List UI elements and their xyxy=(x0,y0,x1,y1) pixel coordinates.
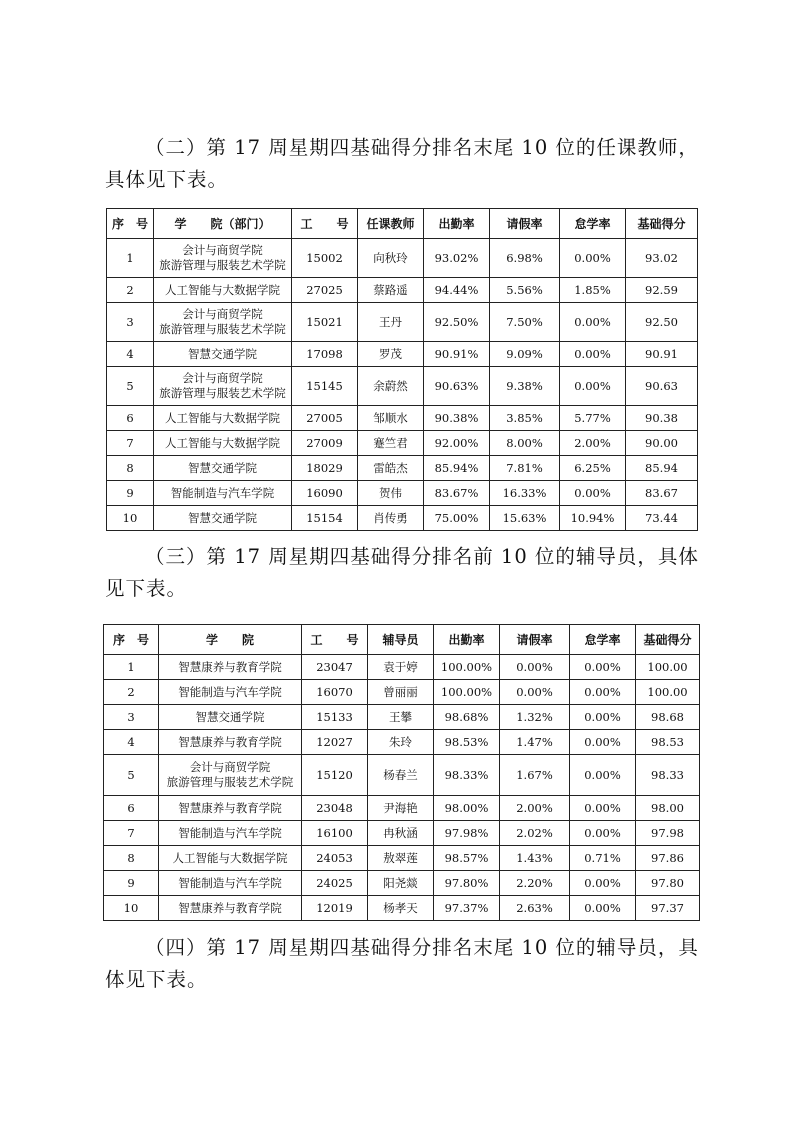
column-header: 辅导员 xyxy=(368,625,434,655)
table-row xyxy=(104,896,700,921)
table-row xyxy=(104,680,700,705)
row-number: 1 xyxy=(107,239,154,278)
table-row xyxy=(104,755,700,796)
department-line: 人工智能与大数据学院 xyxy=(165,435,280,450)
base-score-cell: 92.59 xyxy=(626,278,698,303)
base-score-cell: 97.37 xyxy=(636,896,700,921)
department-cell xyxy=(159,871,302,896)
department-cell xyxy=(159,896,302,921)
department-line: 人工智能与大数据学院 xyxy=(165,410,280,425)
staff-id-cell: 24025 xyxy=(302,871,368,896)
staff-id-cell: 15145 xyxy=(292,367,358,406)
leave-rate-cell: 9.09% xyxy=(490,342,560,367)
truancy-rate-cell: 0.00% xyxy=(570,680,636,705)
attendance-rate-cell: 98.53% xyxy=(434,730,500,755)
staff-id-cell: 23048 xyxy=(302,796,368,821)
department-line: 智慧交通学院 xyxy=(195,709,265,724)
counselors-top-table xyxy=(103,624,700,921)
section-heading-teachers-bottom: （二）第 17 周星期四基础得分排名末尾 10 位的任课教师，具体见下表。 xyxy=(105,136,699,191)
row-number: 8 xyxy=(107,456,154,481)
person-name-cell: 向秋玲 xyxy=(358,239,424,278)
base-score-cell: 100.00 xyxy=(636,655,700,680)
row-number: 10 xyxy=(107,506,154,531)
person-name-cell: 冉秋涵 xyxy=(368,821,434,846)
department-line: 人工智能与大数据学院 xyxy=(165,282,280,297)
department-line: 旅游管理与服装艺术学院 xyxy=(166,775,294,789)
department-cell xyxy=(154,303,292,342)
column-header: 序 号 xyxy=(107,209,154,239)
attendance-rate-cell: 98.57% xyxy=(434,846,500,871)
column-header: 序 号 xyxy=(104,625,159,655)
column-header: 怠学率 xyxy=(560,209,626,239)
department-cell xyxy=(154,367,292,406)
department-cell xyxy=(154,406,292,431)
table-row xyxy=(107,456,698,481)
person-name-cell: 袁于婷 xyxy=(368,655,434,680)
department-cell xyxy=(159,655,302,680)
department-line: 旅游管理与服装艺术学院 xyxy=(159,322,286,336)
department-cell xyxy=(154,431,292,456)
leave-rate-cell: 3.85% xyxy=(490,406,560,431)
department-line: 智慧康养与教育学院 xyxy=(178,900,282,915)
person-name-cell: 杨孝天 xyxy=(368,896,434,921)
department-cell xyxy=(154,481,292,506)
department-line: 智慧交通学院 xyxy=(188,346,257,361)
table-row xyxy=(107,506,698,531)
truancy-rate-cell: 0.00% xyxy=(570,796,636,821)
leave-rate-cell: 7.50% xyxy=(490,303,560,342)
person-name-cell: 蔡路遥 xyxy=(358,278,424,303)
leave-rate-cell: 6.98% xyxy=(490,239,560,278)
leave-rate-cell: 2.63% xyxy=(500,896,570,921)
department-cell xyxy=(159,755,302,796)
person-name-cell: 雷皓杰 xyxy=(358,456,424,481)
department-line: 会计与商贸学院 xyxy=(182,243,263,257)
column-header: 任课教师 xyxy=(358,209,424,239)
truancy-rate-cell: 0.00% xyxy=(570,871,636,896)
attendance-rate-cell: 97.80% xyxy=(434,871,500,896)
table-row xyxy=(107,303,698,342)
row-number: 7 xyxy=(107,431,154,456)
truancy-rate-cell: 0.71% xyxy=(570,846,636,871)
base-score-cell: 98.53 xyxy=(636,730,700,755)
truancy-rate-cell: 2.00% xyxy=(560,431,626,456)
leave-rate-cell: 16.33% xyxy=(490,481,560,506)
base-score-cell: 83.67 xyxy=(626,481,698,506)
department-line: 智能制造与汽车学院 xyxy=(178,684,282,699)
department-line: 智慧康养与教育学院 xyxy=(178,800,282,815)
staff-id-cell: 15133 xyxy=(302,705,368,730)
truancy-rate-cell: 0.00% xyxy=(570,705,636,730)
staff-id-cell: 16090 xyxy=(292,481,358,506)
table-row xyxy=(107,367,698,406)
base-score-cell: 90.91 xyxy=(626,342,698,367)
truancy-rate-cell: 6.25% xyxy=(560,456,626,481)
row-number: 1 xyxy=(104,655,159,680)
column-header: 基础得分 xyxy=(636,625,700,655)
department-cell xyxy=(154,278,292,303)
leave-rate-cell: 0.00% xyxy=(500,655,570,680)
person-name-cell: 尹海艳 xyxy=(368,796,434,821)
attendance-rate-cell: 75.00% xyxy=(424,506,490,531)
staff-id-cell: 24053 xyxy=(302,846,368,871)
staff-id-cell: 15002 xyxy=(292,239,358,278)
base-score-cell: 100.00 xyxy=(636,680,700,705)
leave-rate-cell: 1.32% xyxy=(500,705,570,730)
truancy-rate-cell: 5.77% xyxy=(560,406,626,431)
column-header: 怠学率 xyxy=(570,625,636,655)
row-number: 2 xyxy=(107,278,154,303)
row-number: 10 xyxy=(104,896,159,921)
table-row xyxy=(107,342,698,367)
table-row xyxy=(107,406,698,431)
table-row xyxy=(104,655,700,680)
person-name-cell: 邹顺水 xyxy=(358,406,424,431)
truancy-rate-cell: 0.00% xyxy=(560,239,626,278)
table-row xyxy=(107,431,698,456)
department-cell xyxy=(159,730,302,755)
base-score-cell: 85.94 xyxy=(626,456,698,481)
staff-id-cell: 18029 xyxy=(292,456,358,481)
table-row xyxy=(107,239,698,278)
base-score-cell: 98.33 xyxy=(636,755,700,796)
department-line: 智能制造与汽车学院 xyxy=(178,875,282,890)
row-number: 5 xyxy=(107,367,154,406)
attendance-rate-cell: 100.00% xyxy=(434,655,500,680)
staff-id-cell: 15154 xyxy=(292,506,358,531)
department-line: 旅游管理与服装艺术学院 xyxy=(159,258,286,272)
staff-id-cell: 27005 xyxy=(292,406,358,431)
base-score-cell: 90.38 xyxy=(626,406,698,431)
person-name-cell: 阳尧燚 xyxy=(368,871,434,896)
attendance-rate-cell: 98.00% xyxy=(434,796,500,821)
leave-rate-cell: 1.43% xyxy=(500,846,570,871)
attendance-rate-cell: 97.37% xyxy=(434,896,500,921)
leave-rate-cell: 7.81% xyxy=(490,456,560,481)
column-header: 学 院 xyxy=(159,625,302,655)
department-line: 智慧康养与教育学院 xyxy=(178,659,282,674)
teachers-bottom-tbody xyxy=(107,239,698,531)
department-line: 人工智能与大数据学院 xyxy=(172,850,288,865)
person-name-cell: 余蔚然 xyxy=(358,367,424,406)
table-row xyxy=(104,730,700,755)
row-number: 9 xyxy=(104,871,159,896)
row-number: 4 xyxy=(107,342,154,367)
table-row xyxy=(104,796,700,821)
staff-id-cell: 27009 xyxy=(292,431,358,456)
attendance-rate-cell: 98.68% xyxy=(434,705,500,730)
attendance-rate-cell: 97.98% xyxy=(434,821,500,846)
table-row xyxy=(107,481,698,506)
truancy-rate-cell: 10.94% xyxy=(560,506,626,531)
person-name-cell: 肖传勇 xyxy=(358,506,424,531)
department-line: 会计与商贸学院 xyxy=(182,371,263,385)
attendance-rate-cell: 85.94% xyxy=(424,456,490,481)
table-row xyxy=(107,278,698,303)
leave-rate-cell: 1.67% xyxy=(500,755,570,796)
person-name-cell: 罗茂 xyxy=(358,342,424,367)
department-cell xyxy=(159,705,302,730)
leave-rate-cell: 1.47% xyxy=(500,730,570,755)
department-cell xyxy=(159,796,302,821)
person-name-cell: 蹇竺君 xyxy=(358,431,424,456)
department-line: 智慧康养与教育学院 xyxy=(178,734,282,749)
department-line: 智慧交通学院 xyxy=(188,510,257,525)
row-number: 3 xyxy=(104,705,159,730)
truancy-rate-cell: 0.00% xyxy=(570,655,636,680)
department-cell xyxy=(159,821,302,846)
table-header-row xyxy=(107,209,698,239)
person-name-cell: 贺伟 xyxy=(358,481,424,506)
base-score-cell: 92.50 xyxy=(626,303,698,342)
department-cell xyxy=(154,342,292,367)
base-score-cell: 90.00 xyxy=(626,431,698,456)
column-header: 请假率 xyxy=(490,209,560,239)
department-line: 会计与商贸学院 xyxy=(182,307,263,321)
person-name-cell: 王丹 xyxy=(358,303,424,342)
base-score-cell: 93.02 xyxy=(626,239,698,278)
row-number: 5 xyxy=(104,755,159,796)
base-score-cell: 97.80 xyxy=(636,871,700,896)
leave-rate-cell: 8.00% xyxy=(490,431,560,456)
attendance-rate-cell: 92.50% xyxy=(424,303,490,342)
row-number: 3 xyxy=(107,303,154,342)
column-header: 工 号 xyxy=(302,625,368,655)
row-number: 6 xyxy=(104,796,159,821)
base-score-cell: 98.68 xyxy=(636,705,700,730)
section-heading-counselors-top: （三）第 17 周星期四基础得分排名前 10 位的辅导员，具体见下表。 xyxy=(105,545,699,600)
row-number: 7 xyxy=(104,821,159,846)
staff-id-cell: 16070 xyxy=(302,680,368,705)
row-number: 2 xyxy=(104,680,159,705)
teachers-bottom-table xyxy=(106,208,698,531)
row-number: 6 xyxy=(107,406,154,431)
truancy-rate-cell: 0.00% xyxy=(570,896,636,921)
department-line: 会计与商贸学院 xyxy=(189,760,271,774)
row-number: 9 xyxy=(107,481,154,506)
staff-id-cell: 12027 xyxy=(302,730,368,755)
truancy-rate-cell: 1.85% xyxy=(560,278,626,303)
section-heading-counselors-bottom: （四）第 17 周星期四基础得分排名末尾 10 位的辅导员，具体见下表。 xyxy=(105,936,699,991)
truancy-rate-cell: 0.00% xyxy=(560,367,626,406)
column-header: 基础得分 xyxy=(626,209,698,239)
department-cell xyxy=(154,506,292,531)
column-header: 学 院（部门） xyxy=(154,209,292,239)
truancy-rate-cell: 0.00% xyxy=(560,481,626,506)
department-cell xyxy=(154,456,292,481)
leave-rate-cell: 0.00% xyxy=(500,680,570,705)
attendance-rate-cell: 100.00% xyxy=(434,680,500,705)
column-header: 出勤率 xyxy=(424,209,490,239)
base-score-cell: 73.44 xyxy=(626,506,698,531)
department-line: 智能制造与汽车学院 xyxy=(178,825,282,840)
person-name-cell: 王攀 xyxy=(368,705,434,730)
leave-rate-cell: 2.20% xyxy=(500,871,570,896)
staff-id-cell: 16100 xyxy=(302,821,368,846)
truancy-rate-cell: 0.00% xyxy=(570,755,636,796)
table-row xyxy=(104,821,700,846)
base-score-cell: 90.63 xyxy=(626,367,698,406)
attendance-rate-cell: 90.38% xyxy=(424,406,490,431)
counselors-top-tbody xyxy=(104,655,700,921)
base-score-cell: 98.00 xyxy=(636,796,700,821)
department-line: 智慧交通学院 xyxy=(188,460,257,475)
department-cell xyxy=(159,680,302,705)
attendance-rate-cell: 92.00% xyxy=(424,431,490,456)
attendance-rate-cell: 83.67% xyxy=(424,481,490,506)
department-line: 旅游管理与服装艺术学院 xyxy=(159,386,286,400)
leave-rate-cell: 2.00% xyxy=(500,796,570,821)
column-header: 工 号 xyxy=(292,209,358,239)
attendance-rate-cell: 93.02% xyxy=(424,239,490,278)
leave-rate-cell: 15.63% xyxy=(490,506,560,531)
leave-rate-cell: 5.56% xyxy=(490,278,560,303)
attendance-rate-cell: 90.91% xyxy=(424,342,490,367)
staff-id-cell: 15021 xyxy=(292,303,358,342)
department-line: 智能制造与汽车学院 xyxy=(170,485,275,500)
truancy-rate-cell: 0.00% xyxy=(560,342,626,367)
staff-id-cell: 12019 xyxy=(302,896,368,921)
row-number: 4 xyxy=(104,730,159,755)
truancy-rate-cell: 0.00% xyxy=(570,730,636,755)
staff-id-cell: 17098 xyxy=(292,342,358,367)
attendance-rate-cell: 94.44% xyxy=(424,278,490,303)
column-header: 出勤率 xyxy=(434,625,500,655)
leave-rate-cell: 9.38% xyxy=(490,367,560,406)
staff-id-cell: 23047 xyxy=(302,655,368,680)
base-score-cell: 97.86 xyxy=(636,846,700,871)
table-row xyxy=(104,871,700,896)
person-name-cell: 敖翠莲 xyxy=(368,846,434,871)
attendance-rate-cell: 90.63% xyxy=(424,367,490,406)
department-cell xyxy=(159,846,302,871)
department-cell xyxy=(154,239,292,278)
table-row xyxy=(104,705,700,730)
person-name-cell: 曾丽丽 xyxy=(368,680,434,705)
table-header-row xyxy=(104,625,700,655)
base-score-cell: 97.98 xyxy=(636,821,700,846)
person-name-cell: 杨春兰 xyxy=(368,755,434,796)
column-header: 请假率 xyxy=(500,625,570,655)
truancy-rate-cell: 0.00% xyxy=(560,303,626,342)
leave-rate-cell: 2.02% xyxy=(500,821,570,846)
staff-id-cell: 15120 xyxy=(302,755,368,796)
row-number: 8 xyxy=(104,846,159,871)
truancy-rate-cell: 0.00% xyxy=(570,821,636,846)
table-row xyxy=(104,846,700,871)
staff-id-cell: 27025 xyxy=(292,278,358,303)
person-name-cell: 朱玲 xyxy=(368,730,434,755)
attendance-rate-cell: 98.33% xyxy=(434,755,500,796)
